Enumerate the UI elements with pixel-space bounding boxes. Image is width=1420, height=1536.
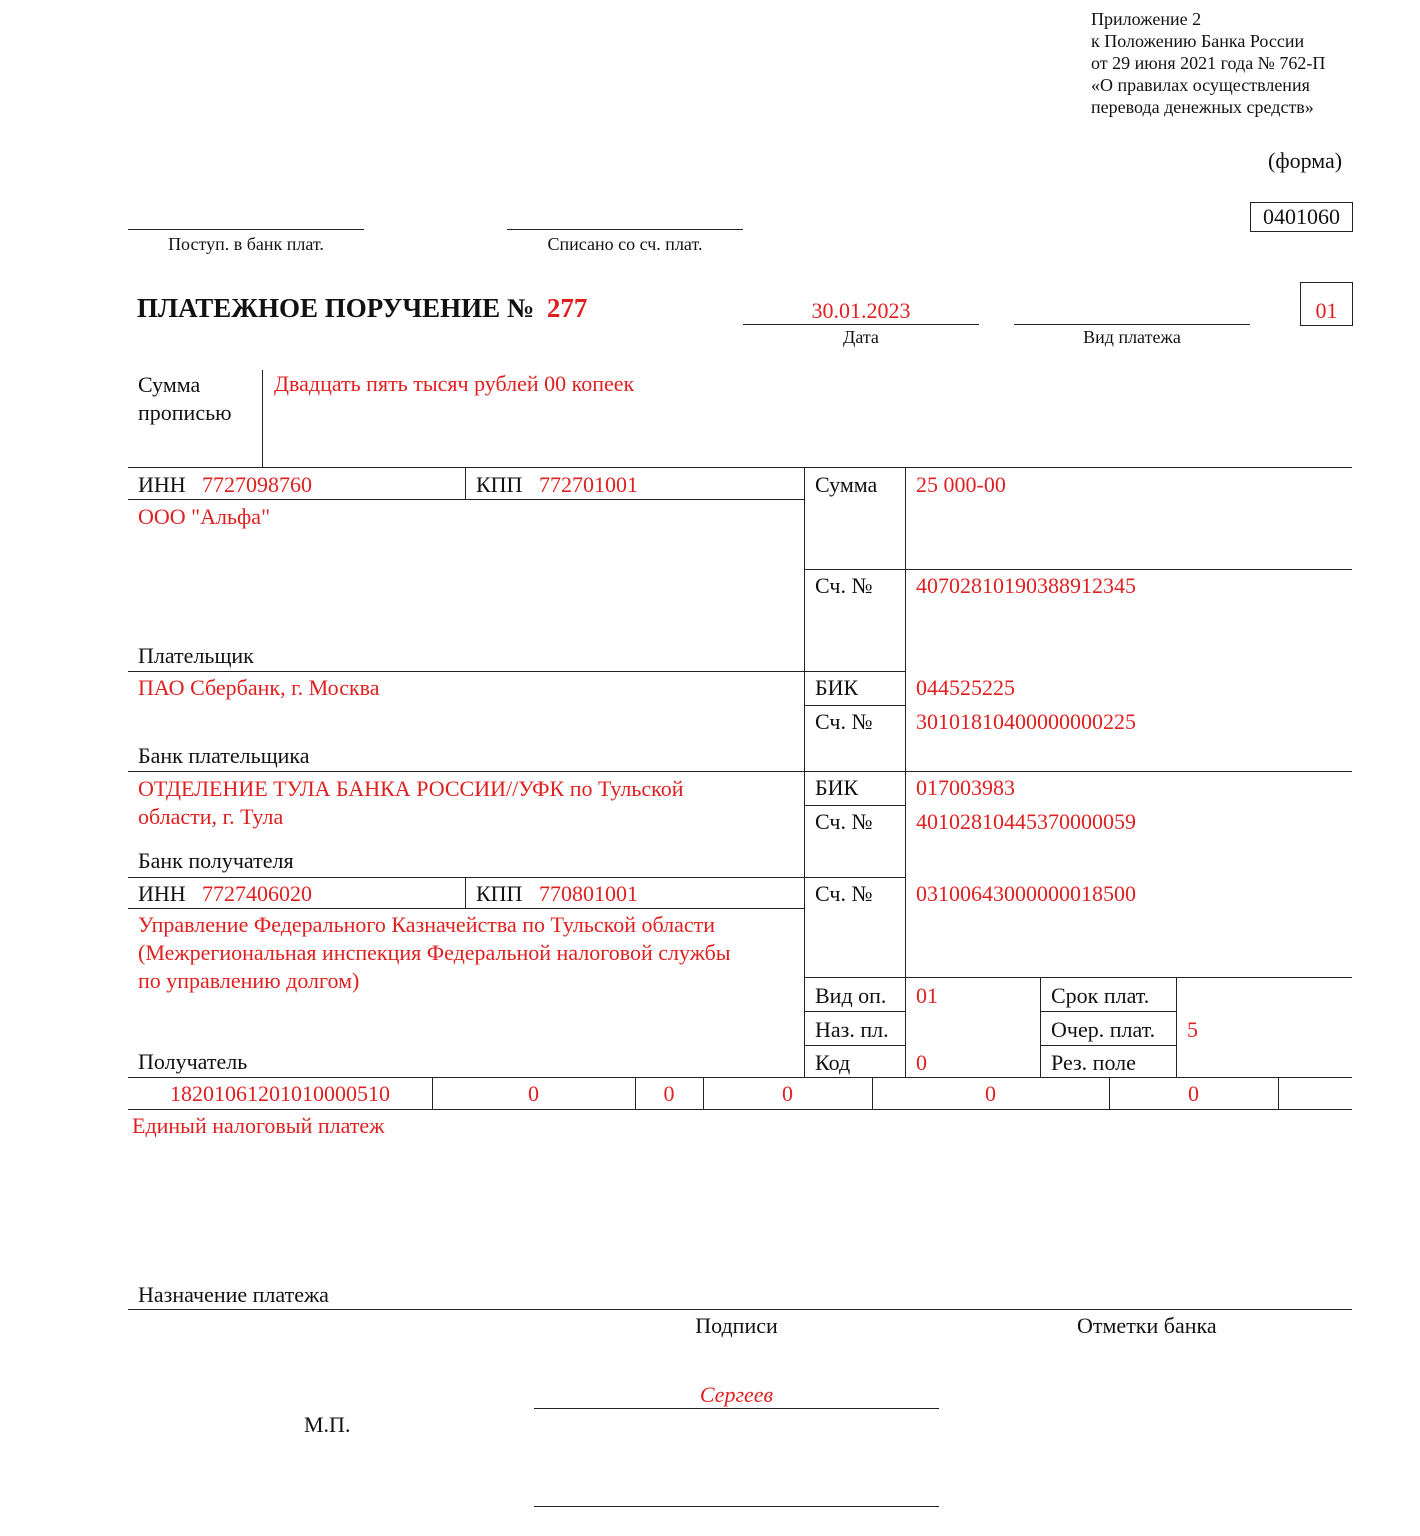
tax-divider	[1278, 1077, 1279, 1109]
payee-bank-bik: 017003983	[916, 775, 1015, 800]
payer-bank-bik-label: БИК	[815, 675, 859, 700]
srok-label: Срок плат.	[1051, 983, 1150, 1008]
payer-sum-label: Сумма	[815, 472, 878, 497]
payer-bank-bik-line	[804, 705, 905, 706]
payer-inn-line	[128, 499, 804, 500]
naz-pl-label: Наз. пл.	[815, 1017, 889, 1042]
payee-name-2: (Межрегиональная инспекция Федеральной налоговой службы	[138, 940, 731, 965]
signature-name: Сергеев	[699, 1382, 774, 1407]
payee-bank-bik-label: БИК	[815, 775, 859, 800]
payee-label: Получатель	[138, 1049, 248, 1074]
forma-label: (форма)	[1268, 148, 1343, 173]
amount-words-label-1: Сумма	[138, 372, 201, 397]
payer-inn: 7727098760	[202, 472, 312, 497]
payee-bank-name-1: ОТДЕЛЕНИЕ ТУЛА БАНКА РОССИИ//УФК по Тульской	[138, 776, 684, 801]
amount-words-label-2: прописью	[138, 400, 232, 425]
debited-label: Списано со сч. плат.	[547, 234, 703, 254]
payer-bank-account-label: Сч. №	[815, 709, 873, 734]
bank-marks-label: Отметки банка	[1077, 1313, 1217, 1338]
payer-kpp: 772701001	[539, 472, 638, 497]
payee-inn-kpp-divider	[465, 877, 466, 908]
payer-bank-label: Банк плательщика	[138, 743, 310, 768]
payer-name: ООО "Альфа"	[138, 504, 271, 529]
debited-line	[507, 229, 743, 230]
payee-bank-bik-line	[804, 805, 905, 806]
vid-op-label: Вид оп.	[815, 983, 887, 1008]
date-line	[743, 324, 979, 325]
appendix-line: от 29 июня 2021 года № 762-П	[1091, 53, 1326, 73]
vid-op-line	[804, 1011, 905, 1012]
basis-value: 0	[663, 1081, 675, 1106]
payee-name-1: Управление Федерального Казначейства по Тульской области	[138, 912, 716, 937]
payee-name-3: по управлению долгом)	[138, 968, 360, 993]
kod-label: Код	[815, 1050, 851, 1075]
ocher-label: Очер. плат.	[1051, 1017, 1156, 1042]
payee-bank-account: 40102810445370000059	[916, 809, 1136, 834]
srok-divider	[1040, 977, 1041, 1077]
oktmo-value: 0	[528, 1081, 539, 1106]
naz-pl-line	[804, 1045, 905, 1046]
payee-inn-label: ИНН	[138, 881, 186, 906]
stamp-label: М.П.	[304, 1412, 351, 1437]
srok-value-divider	[1176, 977, 1177, 1077]
payer-label: Плательщик	[138, 643, 254, 668]
payer-bank-name: ПАО Сбербанк, г. Москва	[138, 675, 380, 700]
order-date: 30.01.2023	[811, 298, 911, 323]
payee-name	[138, 911, 731, 995]
payee-account: 03100643000000018500	[916, 881, 1136, 906]
amount-words-divider	[262, 370, 263, 468]
payment-type-label: Вид платежа	[1083, 327, 1181, 347]
table-top-line	[128, 467, 1352, 468]
order-title	[137, 293, 587, 324]
appendix-line: перевода денежных средств»	[1091, 97, 1314, 117]
amount-words-value: Двадцать пять тысяч рублей 00 копеек	[274, 371, 635, 396]
tax-fields-bottom-line	[128, 1109, 1352, 1110]
vid-op-value: 01	[916, 983, 938, 1008]
form-code-box: 0401060	[1250, 202, 1353, 232]
date-label: Дата	[843, 327, 879, 347]
payer-inn-label: ИНН	[138, 472, 186, 497]
payee-bank-name	[138, 775, 683, 831]
payee-bank-name-2: области, г. Тула	[138, 804, 284, 829]
order-title-text: ПЛАТЕЖНОЕ ПОРУЧЕНИЕ №	[137, 293, 535, 323]
signatures-label: Подписи	[695, 1313, 778, 1338]
payer-account: 40702810190388912345	[916, 573, 1136, 598]
payee-inn-line	[128, 908, 804, 909]
payee-kpp: 770801001	[539, 881, 638, 906]
main-vertical-divider	[804, 467, 805, 1077]
payee-bank-top-line	[128, 771, 1352, 772]
payee-bank-label: Банк получателя	[138, 848, 294, 873]
payer-sum: 25 000-00	[916, 472, 1006, 497]
label-value-divider	[905, 467, 906, 1077]
payer-bank-account: 30101810400000000225	[916, 709, 1136, 734]
kbk-value: 18201061201010000510	[170, 1081, 390, 1106]
payer-bank-bik: 044525225	[916, 675, 1015, 700]
sum-account-line	[804, 569, 1352, 570]
payer-bank-top-line	[128, 671, 905, 672]
signature-line-2	[534, 1506, 939, 1507]
payer-kpp-label: КПП	[476, 472, 523, 497]
ocher-value: 5	[1187, 1017, 1198, 1042]
payee-kpp-label: КПП	[476, 881, 523, 906]
period-value: 0	[782, 1081, 793, 1106]
operation-top-line	[804, 977, 1352, 978]
received-line	[128, 229, 364, 230]
signature-line-1	[534, 1408, 939, 1409]
appendix-line: Приложение 2	[1091, 9, 1202, 29]
amount-words-label	[138, 371, 232, 427]
doc-date-value: 0	[1188, 1081, 1199, 1106]
rez-label: Рез. поле	[1051, 1050, 1136, 1075]
payee-bank-account-label: Сч. №	[815, 809, 873, 834]
order-number: 277	[546, 293, 588, 323]
purpose-label: Назначение платежа	[138, 1282, 329, 1307]
payee-top-line	[128, 877, 905, 878]
payer-account-label: Сч. №	[815, 573, 873, 598]
payer-inn-kpp-divider	[465, 467, 466, 499]
appendix-note	[1091, 8, 1325, 118]
received-label: Поступ. в банк плат.	[168, 234, 324, 254]
appendix-line: к Положению Банка России	[1091, 31, 1305, 51]
purpose-bottom-line	[128, 1309, 1352, 1310]
srok-line	[1040, 1011, 1176, 1012]
payee-account-label: Сч. №	[815, 881, 873, 906]
tax-fields-top-line	[128, 1077, 1352, 1078]
ocher-line	[1040, 1045, 1176, 1046]
doc-number-value: 0	[985, 1081, 996, 1106]
payment-type-line	[1014, 324, 1250, 325]
appendix-line: «О правилах осуществления	[1091, 75, 1310, 95]
payee-inn: 7727406020	[202, 881, 312, 906]
kod-value: 0	[916, 1050, 927, 1075]
purpose-text: Единый налоговый платеж	[132, 1113, 385, 1138]
status-code-box: 01	[1300, 282, 1353, 326]
